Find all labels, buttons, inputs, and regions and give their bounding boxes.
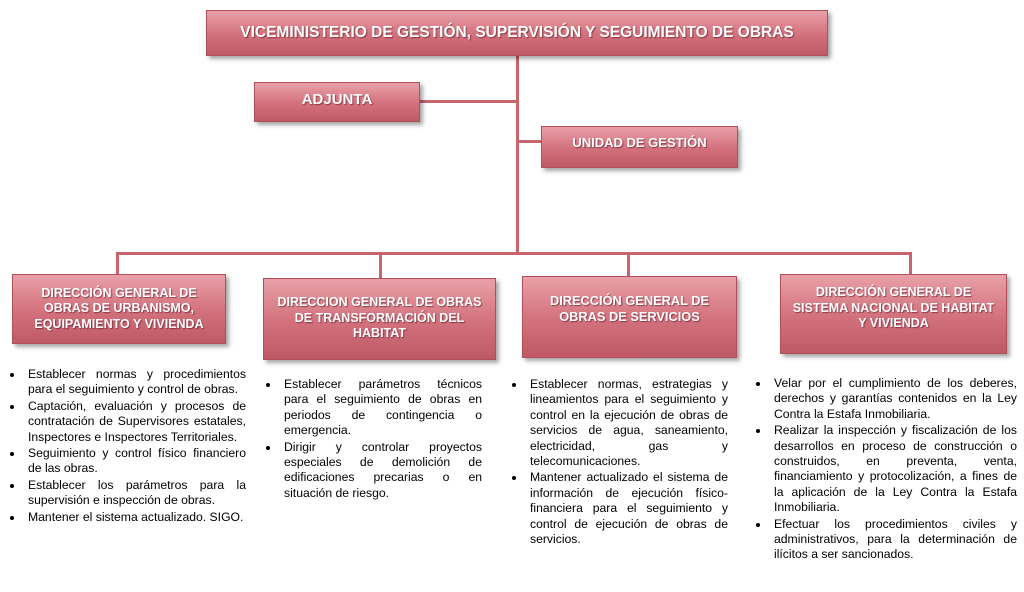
connector-horizontal [116,252,912,255]
unidad-gestion-label: UNIDAD DE GESTIÓN [572,135,707,150]
connector-dir-3 [627,252,630,276]
adjunta-box [254,82,420,122]
list-item: • Mantener actualizado el sistema de información de ejecución físico-financiera para el seguimiento y control de ejecución de obras de servicios. [526,470,728,547]
list-item: • Establecer los parámetros para la supervisión e inspección de obras. [24,478,246,509]
list-item: • Dirigir y controlar proyectos especiales de demolición de edificaciones precarias o en situación de riesgo. [280,440,482,502]
connector-adjunta [420,100,518,103]
connector-unidad [517,140,541,143]
direccion-habitat-box [263,278,496,360]
habitat-functions [262,377,482,502]
viceministerio-box [206,10,828,56]
list-item: • Establecer normas y procedimientos para el seguimiento y control de obras. [24,367,246,398]
connector-dir-4 [909,252,912,274]
unidad-gestion-box [541,126,738,168]
direccion-sistema-nacional-box [780,274,1007,354]
list-item: • Velar por el cumplimiento de los deberes, derechos y garantías contenidos en la Ley Contra la Estafa Inmobiliaria. [770,376,1017,422]
list-item: • Mantener el sistema actualizado. SIGO. [24,510,246,525]
direccion-habitat-label: DIRECCION GENERAL DE OBRAS DE TRANSFORMACIÓN DEL HABITAT [277,295,482,341]
connector-dir-1 [116,252,119,274]
direccion-sistema-nacional-label: DIRECCIÓN GENERAL DE SISTEMA NACIONAL DE HABITAT Y VIVIENDA [792,285,995,331]
list-item: • Establecer parámetros técnicos para el seguimiento de obras en periodos de contingencia o emergencia. [280,377,482,439]
viceministerio-label: VICEMINISTERIO DE GESTIÓN, SUPERVISIÓN Y SEGUIMIENTO DE OBRAS [240,24,794,42]
connector-dir-2 [379,252,382,278]
list-item: • Seguimiento y control físico financiero de las obras. [24,446,246,477]
list-item: • Establecer normas, estrategias y lineamientos para el seguimiento y control en la ejecución de obras de servicios de agua, saneamiento, electricidad, gas y telecomunicaciones. [526,377,728,469]
list-item: • Realizar la inspección y fiscalización de los desarrollos en proceso de construcción o construidos, en preventa, venta, financiamiento y protocolización, a fines de la aplicación de la Ley Contra la Estafa Inmobiliaria. [770,423,1017,515]
direccion-urbanismo-label: DIRECCIÓN GENERAL DE OBRAS DE URBANISMO, EQUIPAMIENTO Y VIVIENDA [34,285,204,331]
direccion-urbanismo-box [12,274,226,344]
list-item: • Captación, evaluación y procesos de contratación de Supervisores estatales, Inspectores e Inspectores Territoriales. [24,399,246,445]
sistema-nacional-functions [752,376,1017,564]
urbanismo-functions [6,367,246,581]
servicios-functions [508,377,728,548]
direccion-servicios-label: DIRECCIÓN GENERAL DE OBRAS DE SERVICIOS [549,293,710,324]
connector-trunk [516,56,519,254]
adjunta-label: ADJUNTA [301,91,373,108]
list-item: • Efectuar los procedimientos civiles y administrativos, para la determinación de ilícitos a ser sancionados. [770,517,1017,563]
direccion-servicios-box [522,276,737,358]
